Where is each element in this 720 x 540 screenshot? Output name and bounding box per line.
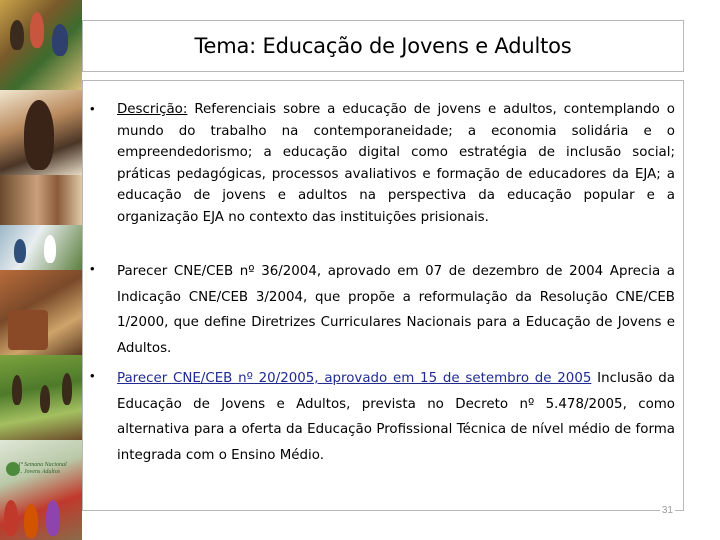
description-label: Descrição: (117, 102, 188, 117)
photo-collage (0, 0, 82, 540)
parecer-20-link[interactable]: Parecer CNE/CEB nº 20/2005, aprovado em 15 de setembro de 2005 (117, 371, 592, 386)
bullet-text (117, 99, 675, 229)
collage-photo-woman (0, 90, 82, 175)
collage-photo-village (0, 270, 82, 355)
collage-photo-people-field (0, 355, 82, 440)
collage-photo-event-banner (0, 440, 82, 540)
bullet-icon: • (90, 101, 95, 116)
parecer-36-text: Aprecia a Indicação CNE/CEB 3/2004, que propõe a reformulação da Resolução CNE/CEB 1/2000, que define Diretrizes Curriculares Nacionais para a Educação de Jovens e Adultos. (117, 264, 676, 356)
description-text: Referenciais sobre a educação de jovens e adultos, contemplando o mundo do trabalho na contemporaneidade; a economia solidária e o empreendedorismo; a educação digital como estratégia de inclusão social; práticas pedagógicas, processos avaliativos e formação de educadores da EJA; a educação de jovens e adultos na perspectiva da educação popular e a organização EJA no contexto das instituições prisionais. (117, 102, 675, 225)
slide-number: 31 (661, 505, 673, 516)
bullet-icon: • (90, 261, 95, 276)
bullet-text (117, 366, 675, 468)
collage-photo-classroom (0, 225, 82, 270)
title-box (82, 20, 684, 72)
content-box (82, 80, 684, 516)
parecer-36-heading: Parecer CNE/CEB nº 36/2004, aprovado em 07 de dezembro de 2004 (117, 264, 604, 279)
slide-title: Tema: Educação de Jovens e Adultos (194, 34, 572, 58)
parecer-20-text: Inclusão da Educação de Jovens e Adultos, prevista no Decreto nº 5.478/2005, como alternativa para a oferta da Educação Profissional Técnica de nível médio de forma integrada com o Ensino Médio. (117, 371, 675, 463)
bullet-text (117, 259, 675, 361)
collage-caption: 1ª Semana Nacional ... Jovens Adultos (18, 462, 67, 475)
collage-photo-hands (0, 175, 82, 225)
collage-photo-children (0, 0, 82, 90)
bullet-icon: • (90, 368, 95, 383)
